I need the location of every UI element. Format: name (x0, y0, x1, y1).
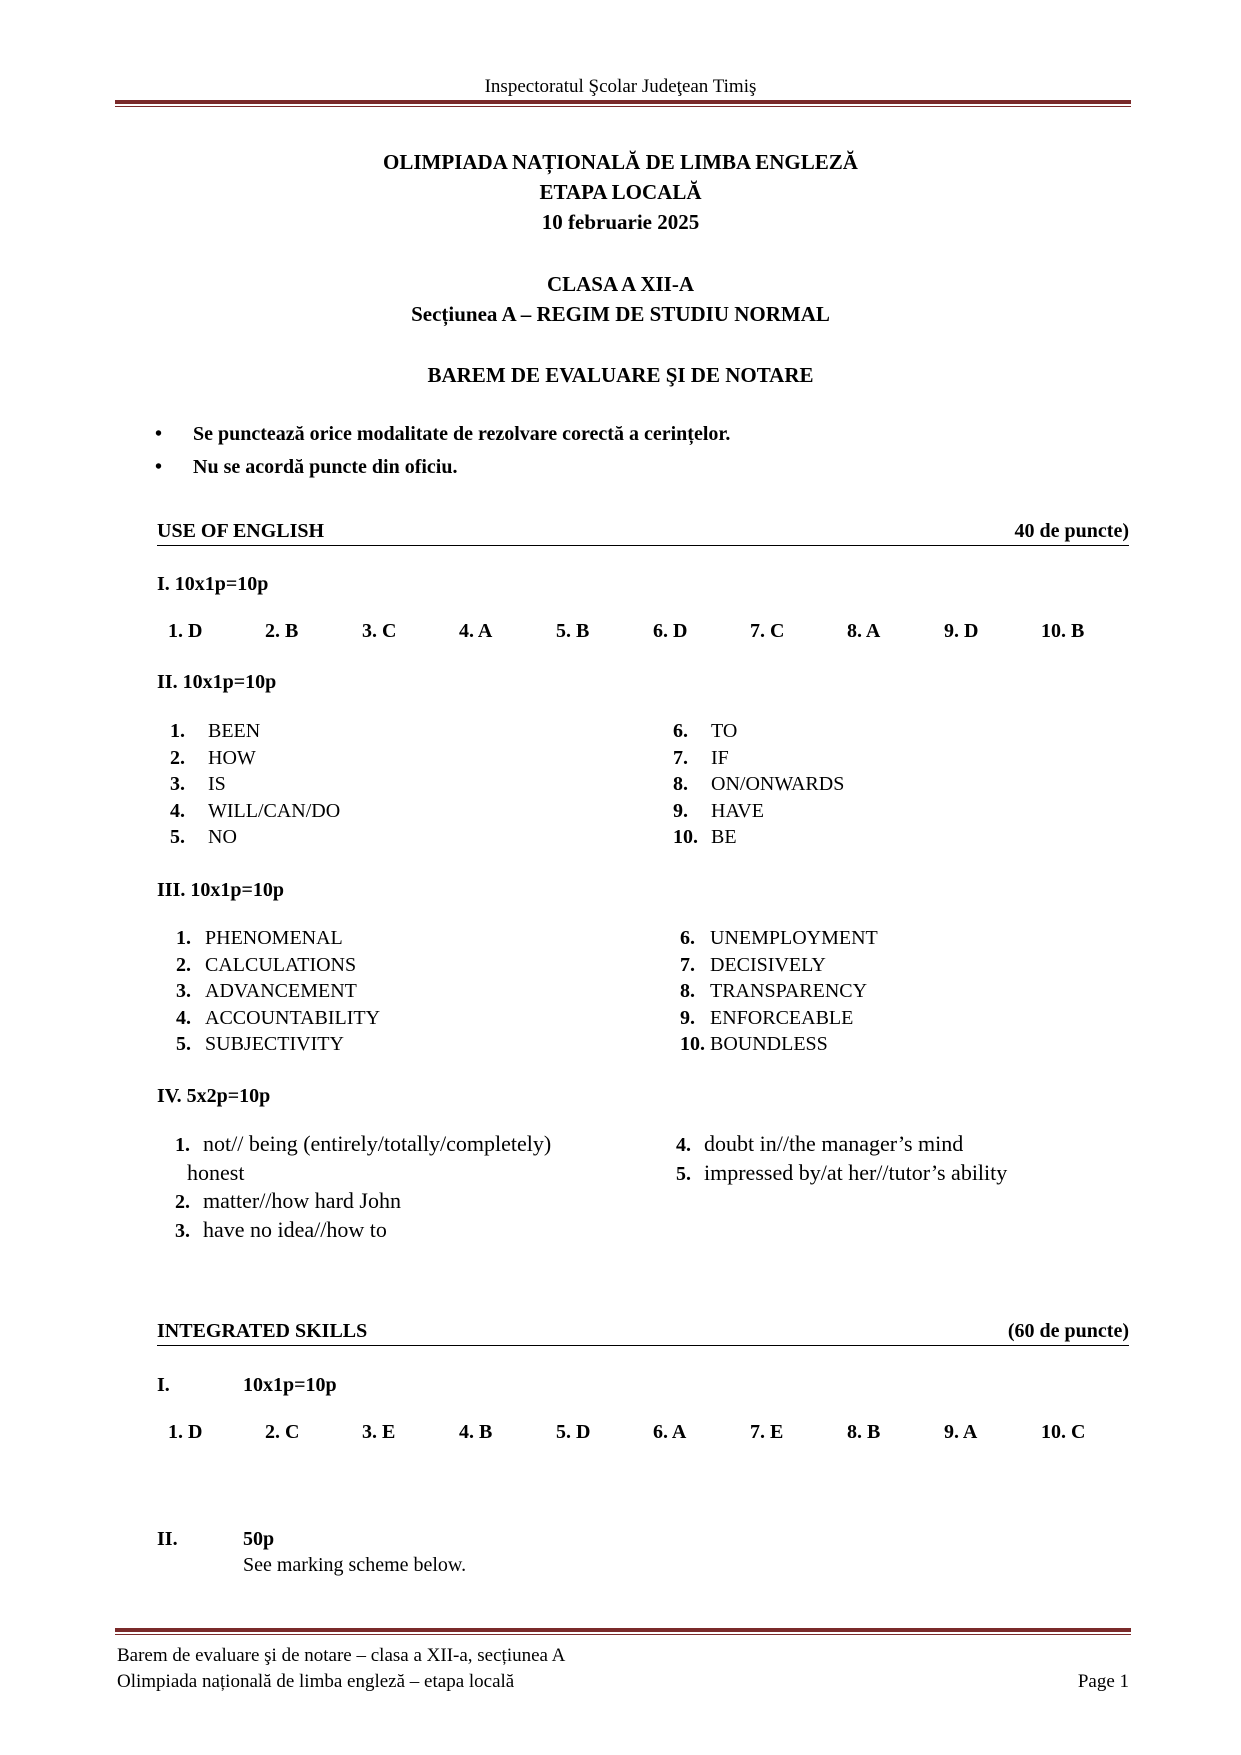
answer: 1. D (168, 1421, 203, 1443)
answer: 8. A (847, 620, 881, 642)
answer: 3. E (362, 1421, 396, 1443)
list-item: 1. BEEN (170, 720, 261, 742)
section-points: (60 de puncte) (1007, 1320, 1129, 1342)
doc-title: OLIMPIADA NAȚIONALĂ DE LIMBA ENGLEZĂ (383, 150, 858, 174)
list-item: 9. HAVE (673, 799, 764, 822)
list-item: 4. ACCOUNTABILITY (176, 1006, 381, 1029)
answer: 7. C (750, 620, 785, 642)
uoe-part3-title: III. 10x1p=10p (157, 879, 284, 901)
list-item: 6. TO (673, 720, 738, 742)
list-item-continuation: honest (187, 1159, 245, 1185)
uoe-part4-right (676, 1131, 1007, 1188)
list-item: 8. TRANSPARENCY (680, 980, 868, 1002)
section-title: USE OF ENGLISH (157, 520, 325, 542)
uoe-part2-left (170, 720, 340, 853)
uoe-part1-title: I. 10x1p=10p (157, 573, 269, 595)
header-rule (115, 100, 1131, 107)
footer-rule (115, 1628, 1131, 1635)
list-item: 4. WILL/CAN/DO (170, 799, 341, 822)
answer: 10. C (1041, 1421, 1086, 1443)
is-part1-score: 10x1p=10p (243, 1374, 337, 1396)
answer: 1. D (168, 620, 203, 642)
list-item: 7. DECISIVELY (680, 953, 826, 976)
page-number: Page 1 (1077, 1671, 1129, 1692)
integrated-skills-heading (157, 1320, 1129, 1346)
footer-line: Barem de evaluare şi de notare – clasa a XII-a, secțiunea A (117, 1645, 566, 1666)
list-item: 5. impressed by/at her//tutor’s ability (676, 1159, 1008, 1185)
answer: 5. D (556, 1421, 591, 1443)
uoe-part3-right (680, 927, 878, 1060)
page-footer (117, 1645, 1129, 1697)
answer: 2. B (265, 620, 299, 642)
list-item: 3. IS (170, 773, 226, 795)
answer: 6. D (653, 620, 688, 642)
is-part2-score: 50p (243, 1528, 275, 1550)
list-item: 1. not// being (entirely/totally/completely) (175, 1131, 552, 1156)
class-label: CLASA A XII-A (546, 272, 695, 296)
list-item: 7. IF (673, 746, 729, 769)
list-item: 4. doubt in//the manager’s mind (676, 1131, 964, 1156)
section-points: 40 de puncte) (1014, 520, 1129, 542)
list-item: 3. have no idea//how to (175, 1216, 387, 1242)
list-item: 2. CALCULATIONS (176, 953, 357, 976)
list-item: 9. ENFORCEABLE (680, 1006, 854, 1029)
footer-line: Olimpiada națională de limba engleză – etapa locală Page 1 (117, 1671, 1129, 1692)
is-part2-note: See marking scheme below. (243, 1554, 467, 1576)
list-item: 3. ADVANCEMENT (176, 980, 357, 1002)
list-item: 5. SUBJECTIVITY (176, 1033, 344, 1055)
doc-stage: ETAPA LOCALĂ (539, 180, 702, 204)
list-item: 10. BE (673, 826, 737, 848)
scheme-title: BAREM DE EVALUARE ŞI DE NOTARE (427, 363, 814, 387)
list-item: 1. PHENOMENAL (176, 927, 343, 949)
bullet-icon: • (155, 456, 163, 478)
answer: 3. C (362, 620, 397, 642)
doc-date: 10 februarie 2025 (541, 210, 700, 234)
use-of-english-heading (157, 520, 1129, 546)
uoe-part2-right (673, 720, 844, 853)
answer: 7. E (750, 1421, 784, 1443)
answer: 4. B (459, 1421, 493, 1443)
answer: 2. C (265, 1421, 300, 1443)
answer: 9. D (944, 620, 979, 642)
is-part1-num: I. (157, 1374, 170, 1396)
uoe-part4-title: IV. 5x2p=10p (157, 1085, 271, 1107)
section-label: Secțiunea A – REGIM DE STUDIU NORMAL (411, 302, 830, 326)
is-part2-num: II. (157, 1528, 178, 1550)
answer: 5. B (556, 620, 590, 642)
uoe-part4-left (175, 1131, 551, 1245)
section-title: INTEGRATED SKILLS (157, 1320, 368, 1342)
answer: 10. B (1041, 620, 1085, 642)
answer: 8. B (847, 1421, 881, 1443)
list-item: 2. matter//how hard John (175, 1188, 401, 1213)
uoe-part3-left (176, 927, 380, 1060)
bullet-icon: • (155, 423, 163, 445)
list-item: 5. NO (170, 826, 237, 848)
page-header: Inspectoratul Şcolar Judeţean Timiş (484, 76, 757, 97)
list-item: 8. ON/ONWARDS (673, 773, 845, 795)
answer: 6. A (653, 1421, 687, 1443)
list-item: 2. HOW (170, 746, 256, 769)
uoe-part2-title: II. 10x1p=10p (157, 671, 277, 693)
list-item: 10. BOUNDLESS (680, 1033, 828, 1055)
list-item: 6. UNEMPLOYMENT (680, 927, 878, 949)
answer: 4. A (459, 620, 493, 642)
answer: 9. A (944, 1421, 978, 1443)
